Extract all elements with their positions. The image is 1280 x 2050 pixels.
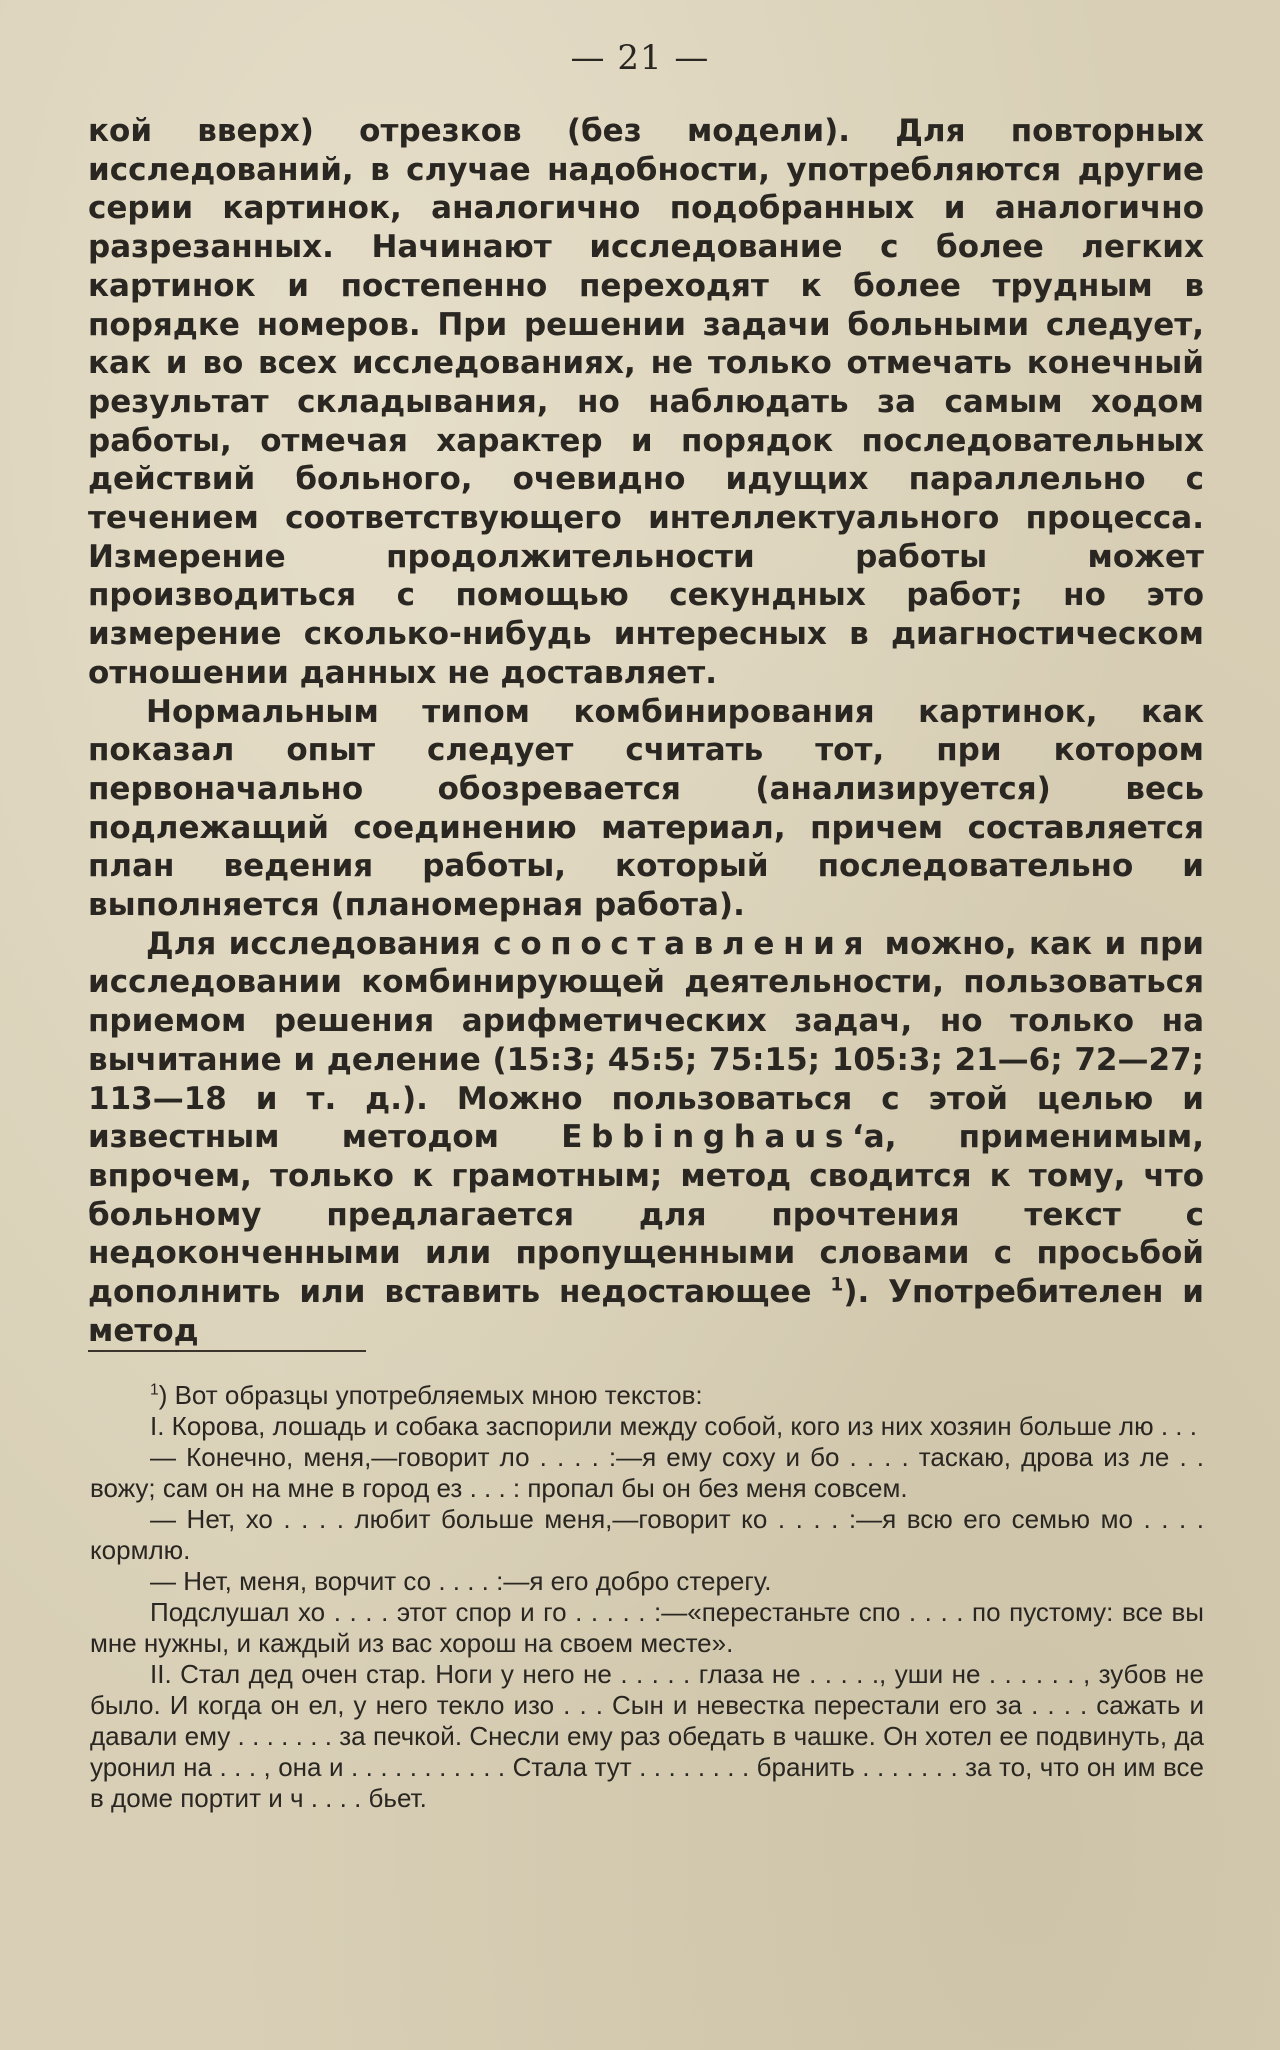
footnote-marker: 1 [150, 1381, 159, 1399]
spaced-term: сопоставления [493, 925, 873, 962]
paragraph-1: кой вверх) отрезков (без модели). Для повторных исследований, в случае надобности, употребляются другие серии картинок, аналогично подобранных и аналогично разрезанных. Начинают исследование с более легких картинок и постепенно переходят к более трудным в порядке номеров. При решении задачи больными следует, как и во всех исследованиях, не только отмечать конечный результат складывания, но наблюдать за самым ходом работы, отмечая характер и порядок последовательных действий больного, очевидно идущих параллельно с течением соответствующего интеллектуального процесса. Измерение продолжительности работы может производиться с помощью секундных работ; но это измерение сколько-нибудь интересных в диагностическом отношении данных не доставляет. [88, 113, 1204, 691]
paragraph-3 [88, 925, 1204, 1351]
footnotes [90, 1380, 1204, 1814]
paragraph-3-start: Для исследования [146, 925, 481, 962]
footnote-line: Подслушал хо . . . . этот спор и го . . . . . :—«перестаньте спо . . . . по пустому: все вы мне нужны, и каждый из вас хорош на своем месте». [90, 1597, 1204, 1658]
footnote-intro [90, 1380, 1204, 1411]
footnote-reference: 1 [830, 1274, 844, 1296]
footnote-separator [88, 1350, 366, 1352]
footnote-line: — Конечно, меня,—говорит ло . . . . :—я ему соху и бо . . . . таскаю, дрова из ле . . вожу; сам он на мне в город ез . . . : пропал бы он без меня совсем. [90, 1442, 1204, 1503]
footnote-line: II. Стал дед очен стар. Ноги у него не . . . . . глаза не . . . . ., уши не . . . . . . , зубов не было. И когда он ел, у него текло изо . . . Сын и невестка перестали его за . . . . сажать и давали ему . . . . . . . за печкой. Снесли ему раз обедать в чашке. Он хотел ее подвинуть, да уронил на . . . , она и . . . . . . . . . . . Стала тут . . . . . . . . бранить . . . . . . . за то, что он им все в доме портит и ч . . . . бьет. [90, 1659, 1204, 1813]
footnote-line: — Нет, хо . . . . любит больше меня,—говорит ко . . . . :—я всю его семью мо . . . . кормлю. [90, 1504, 1204, 1565]
paragraph-3-mid: можно, как и при исследовании комбинирующей деятельности, пользоваться приемом решения арифметических задач, но только на вычитание и деление (15:3; 45:5; 75:15; 105:3; 21—6; 72—27; 113—18 и т. д.). Можно пользоваться с этой целью и известным методом [88, 925, 1205, 1156]
paragraph-3-tail: ). Употребителен и метод [88, 1274, 1205, 1349]
footnote-intro-text: ) Вот образцы употребляемых мною текстов: [158, 1380, 703, 1410]
page-number: — 21 — [570, 38, 710, 78]
paragraph-3-end: ‘а, применимым, впрочем, только к грамотным; метод сводится к тому, что больному предлагается для прочтения текст с недоконченными или пропущенными словами с просьбой дополнить или вставить недостающее [88, 1119, 1204, 1311]
footnote-line: — Нет, меня, ворчит со . . . . :—я его добро стерегу. [150, 1566, 772, 1596]
author-name: Ebbinghaus [561, 1119, 852, 1156]
footnote-line: I. Корова, лошадь и собака заспорили между собой, кого из них хозяин больше лю . . . [150, 1411, 1197, 1441]
main-text [88, 112, 1204, 1351]
paragraph-2: Нормальным типом комбинирования картинок, как показал опыт следует считать тот, при котором первоначально обозревается (анализируется) весь подлежащий соединению материал, причем составляется план ведения работы, который последовательно и выполняется (планомерная работа). [88, 693, 1204, 924]
